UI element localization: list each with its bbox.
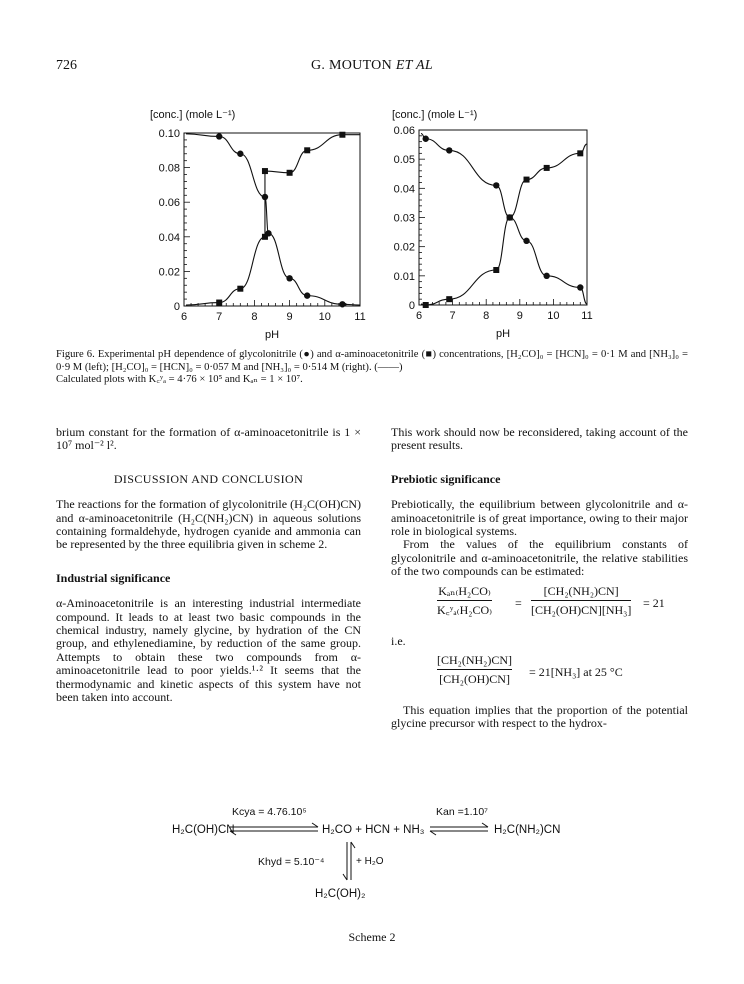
- chart-left-fit-curve-glycolonitrile: [186, 134, 360, 305]
- figure-caption-line2: Calculated plots with K꜀ʸₐ = 4·76 × 10⁵ and Kₐₙ = 1 × 10⁷.: [56, 374, 303, 385]
- chart-right-point-glycolonitrile: [523, 238, 529, 244]
- chart-right-point-aminoacetonitrile: [423, 302, 429, 308]
- reconsider-paragraph: This work should now be reconsidered, taking account of the present results.: [391, 425, 688, 453]
- chart-left-frame: [184, 133, 360, 306]
- scheme-aminoacetonitrile: H₂C(NH₂)CN: [494, 824, 561, 836]
- equation-1-equals: =: [515, 595, 522, 610]
- equation-2-numerator: [CH₂(NH₂)CN]: [437, 654, 512, 670]
- chart-left-point-aminoacetonitrile: [262, 168, 268, 174]
- equation-2-fraction: [437, 654, 512, 687]
- chart-left-xtick-label: 6: [180, 311, 188, 323]
- chart-right-xtick-label: 8: [483, 310, 490, 322]
- implication-paragraph: This equation implies that the proportion of the potential glycine precursor with respect to the hydrox-: [391, 703, 688, 731]
- chart-left-point-glycolonitrile: [216, 133, 222, 139]
- chart-left-xtick-label: 7: [216, 311, 223, 323]
- chart-right-point-glycolonitrile: [543, 273, 549, 279]
- chart-left-fit-curve-aminoacetonitrile: [186, 135, 360, 305]
- chart-left-point-aminoacetonitrile: [304, 147, 310, 153]
- chart-left-point-glycolonitrile: [237, 151, 243, 157]
- chart-right-ytick-label: 0.05: [393, 154, 415, 167]
- chart-left-point-aminoacetonitrile: [287, 170, 293, 176]
- chart-left-xlabel: pH: [264, 329, 280, 341]
- chart-right-point-glycolonitrile: [577, 284, 583, 290]
- scheme-reactants: H₂CO + HCN + NH₃: [322, 824, 425, 836]
- equation-1-rhs-denominator: [CH₂(OH)CN][NH₃]: [531, 603, 632, 618]
- chart-left-ytick-label: 0.06: [158, 197, 180, 210]
- chart-left-xtick-label: 11: [354, 311, 366, 323]
- scheme-plus-water: + H₂O: [356, 856, 384, 867]
- chart-right-point-aminoacetonitrile: [544, 165, 550, 171]
- continued-paragraph: brium constant for the formation of α-aminoacetonitrile is 1 × 10⁷ mol⁻² l².: [56, 425, 361, 453]
- chart-left-point-aminoacetonitrile: [237, 286, 243, 292]
- chart-left-ytick-label: 0.02: [158, 266, 180, 279]
- scheme-methanediol: H₂C(OH)₂: [315, 888, 366, 900]
- chart-right-xtick-label: 6: [415, 310, 423, 322]
- chart-left: [0, 0, 744, 345]
- chart-right-ytick-label: 0: [408, 300, 415, 312]
- chart-left-point-aminoacetonitrile: [339, 132, 345, 138]
- equation-2-denominator: [CH₂(OH)CN]: [439, 672, 510, 687]
- chart-right-xlabel: pH: [495, 328, 511, 340]
- chart-left-xtick-label: 10: [318, 311, 331, 323]
- running-title-etal: ET AL: [395, 58, 433, 73]
- chart-right-frame: [419, 130, 587, 305]
- left-column: [56, 426, 361, 705]
- scheme-k-cya: Kcya = 4.76.10⁵: [232, 806, 307, 818]
- chart-right-ylabel: [conc.] (mole L⁻¹): [392, 109, 478, 121]
- chart-right-ytick-label: 0.03: [393, 212, 415, 225]
- prebiotic-paragraph-1: Prebiotically, the equilibrium between glycolonitrile and α-aminoacetonitrile is of great importance, owing to their major role in biological systems.: [391, 497, 688, 539]
- equation-1-rhs: [531, 585, 631, 618]
- chart-left-point-glycolonitrile: [304, 292, 310, 298]
- chart-left-point-glycolonitrile: [339, 301, 345, 307]
- discussion-paragraph: The reactions for the formation of glycolonitrile (H₂C(OH)CN) and α-aminoacetonitrile (H₂C(NH₂)CN) in aqueous solutions containing formaldehyde, hydrogen cyanide and ammonia can be represented by the three equilibria given in scheme 2.: [56, 497, 361, 552]
- chart-left-xtick-label: 9: [286, 311, 293, 323]
- chart-right-point-glycolonitrile: [493, 182, 499, 188]
- chart-right-point-glycolonitrile: [423, 136, 429, 142]
- chart-right-point-aminoacetonitrile: [507, 215, 513, 221]
- ie-label: i.e.: [391, 633, 406, 648]
- chart-left-ylabel: [conc.] (mole L⁻¹): [150, 109, 236, 121]
- scheme-glycolonitrile: H₂C(OH)CN: [172, 824, 235, 836]
- chart-left-ytick-label: 0: [173, 301, 180, 313]
- chart-right-point-glycolonitrile: [446, 147, 452, 153]
- equation-1: [391, 585, 688, 629]
- section-heading-discussion: DISCUSSION AND CONCLUSION: [113, 471, 304, 486]
- chart-right-ytick-label: 0.04: [393, 183, 415, 196]
- prebiotic-paragraph-2: From the values of the equilibrium constants of glycolonitrile and α-aminoacetonitrile, the relative stabilities of the two compounds can be estimated:: [391, 537, 688, 579]
- chart-right-ytick-label: 0.02: [393, 241, 415, 254]
- chart-left-point-aminoacetonitrile: [216, 300, 222, 306]
- chart-right-xtick-label: 11: [581, 310, 593, 322]
- chart-right-xtick-label: 9: [516, 310, 523, 322]
- chart-right-point-aminoacetonitrile: [577, 150, 583, 156]
- chart-left-ytick-label: 0.04: [158, 231, 180, 244]
- equation-1-rhs-numerator: [CH₂(NH₂)CN]: [531, 585, 631, 601]
- chart-left-xtick-label: 8: [251, 311, 258, 323]
- equation-1-result: = 21: [643, 595, 665, 610]
- industrial-paragraph: α-Aminoacetonitrile is an interesting industrial intermediate compound. It leads to at least two basic compounds in the chemical industry, namely glycine, by hydration of the CN group, and ethylenediamine, by reduction of the same group. Attempts to obtain these two compounds from α-aminoacetonitrile lead to poor yields.¹·² It seems that the thermodynamic and kinetic aspects of this system have not been taken into account.: [56, 596, 361, 705]
- equation-1-lhs-numerator: Kₐₙ₍H₂CO₎: [437, 585, 492, 601]
- subheading-industrial: Industrial significance: [56, 570, 171, 585]
- running-title-authors: G. MOUTON: [311, 58, 396, 73]
- page-number: 726: [56, 58, 77, 73]
- chart-right-point-aminoacetonitrile: [524, 177, 530, 183]
- chart-left-ytick-label: 0.08: [158, 162, 180, 175]
- equation-1-lhs: [437, 585, 492, 618]
- scheme-caption: Scheme 2: [348, 930, 396, 944]
- chart-right-point-aminoacetonitrile: [493, 267, 499, 273]
- equation-1-lhs-denominator: K꜀ʸₐ₍H₂CO₎: [437, 603, 493, 618]
- chart-right-xtick-label: 7: [449, 310, 456, 322]
- scheme-k-an: Kan =1.10⁷: [436, 806, 488, 818]
- figure-caption-line1: Figure 6. Experimental pH dependence of glycolonitrile (●) and α-aminoacetonitrile (■) concentrations, [H₂CO]₀ = [HCN]₀ = 0·1 M and [NH₃]₀ = 0·9 M (left); [H₂CO]₀ = [HCN]₀ = 0·057 M and [NH₃]₀ = 0·514 M (right). (——): [56, 349, 688, 373]
- subheading-prebiotic: Prebiotic significance: [391, 471, 501, 486]
- right-column: [391, 426, 688, 731]
- equation-2-result: = 21[NH₃] at 25 °C: [529, 665, 623, 680]
- equation-2: [391, 654, 688, 698]
- figure-caption: [56, 349, 688, 387]
- chart-right-fit-curve-glycolonitrile: [421, 134, 587, 305]
- chart-left-point-aminoacetonitrile: [262, 234, 268, 240]
- chart-right-xtick-label: 10: [547, 310, 560, 322]
- chart-left-ytick-label: 0.10: [158, 128, 180, 140]
- scheme-k-hyd: Khyd = 5.10⁻⁴: [258, 856, 325, 868]
- chart-left-point-glycolonitrile: [286, 275, 292, 281]
- chart-right-point-aminoacetonitrile: [446, 296, 452, 302]
- chart-right-ytick-label: 0.01: [393, 270, 415, 283]
- chart-right-ytick-label: 0.06: [393, 125, 415, 137]
